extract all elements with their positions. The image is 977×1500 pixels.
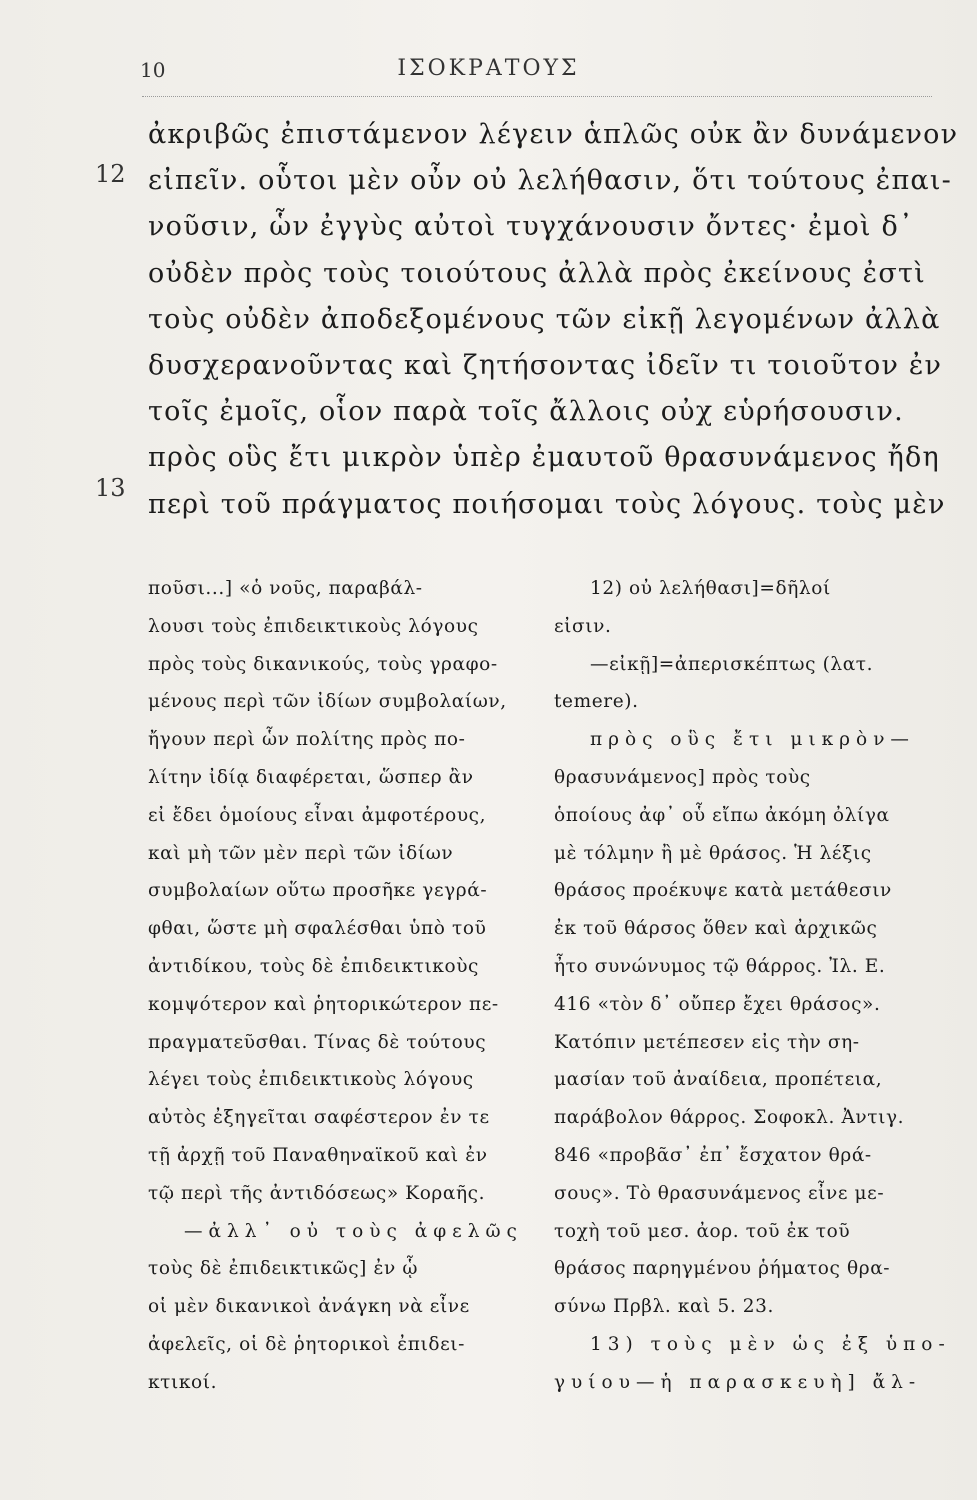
footnote-line: ἀντιδίκου, τοὺς δὲ ἐπιδεικτικοὺς (148, 955, 480, 977)
footnote-line: μένους περὶ τῶν ἰδίων συμβολαίων, (148, 691, 507, 713)
footnote-line: ποῦσι...] «ὁ νοῦς, παραβάλ- (148, 578, 423, 599)
footnote-line: θράσος παρηγμένου ῥήματος θρα- (554, 1258, 891, 1280)
header-rule (142, 96, 932, 97)
footnote-line: ἦτο συνώνυμος τῷ θάρρος. Ἰλ. Ε. (554, 955, 886, 977)
footnote-line: θράσος προέκυψε κατὰ μετάθεσιν (554, 880, 892, 902)
main-text-line: δυσχερανοῦντας καὶ ζητήσοντας ἰδεῖν τι τοιοῦτον ἐν (148, 349, 943, 381)
main-text-line: νοῦσιν, ὧν ἐγγὺς αὐτοὶ τυγχάνουσιν ὄντες· ἐμοὶ δ᾽ (148, 211, 914, 243)
footnote-line: λουσι τοὺς ἐπιδεικτικοὺς λόγους (148, 615, 479, 637)
footnote-line: σύνω Πρβλ. καὶ 5. 23. (554, 1296, 775, 1318)
footnote-line: καὶ μὴ τῶν μὲν περὶ τῶν ἰδίων (148, 842, 454, 864)
footnote-line: μασίαν τοῦ ἀναίδεια, προπέτεια, (554, 1069, 883, 1091)
footnote-line: θρασυνάμενος] πρὸς τοὺς (554, 766, 811, 788)
footnote-line: ὁποίους ἀφ᾽ οὗ εἴπω ἀκόμη ὀλίγα (554, 804, 890, 826)
footnote-line: temere). (554, 691, 639, 713)
footnote-line: —ἀλλ᾽ οὐ τοὺς ἀφελῶς (184, 1220, 523, 1242)
footnote-line: οἱ μὲν δικανικοὶ ἀνάγκη νὰ εἶνε (148, 1296, 470, 1318)
footnote-line: πρὸς οὓς ἔτι μικρὸν— (590, 729, 915, 751)
page-number: 10 (140, 58, 166, 82)
main-text-block (148, 112, 959, 528)
footnote-line: κομψότερον καὶ ῥητορικώτερον πε- (148, 993, 499, 1015)
footnote-line: παράβολον θάρρος. Σοφοκλ. Ἀντιγ. (554, 1107, 905, 1129)
footnotes-right-column (554, 570, 951, 1402)
main-text-line: περὶ τοῦ πράγματος ποιήσομαι τοὺς λόγους. τοὺς μὲν (148, 488, 946, 520)
footnotes-left-column (148, 570, 548, 1402)
footnote-line: σους». Τὸ θρασυνάμενος εἶνε με- (554, 1182, 885, 1204)
main-text-line: εἰπεῖν. οὗτοι μὲν οὖν οὐ λελήθασιν, ὅτι τούτους ἐπαι- (148, 165, 952, 197)
footnote-line: 13) τοὺς μὲν ὡς ἐξ ὑπο- (590, 1333, 951, 1355)
footnote-line: τοὺς δὲ ἐπιδεικτικῶς] ἐν ᾧ (148, 1258, 419, 1280)
footnote-line: ἐκ τοῦ θάρσος ὅθεν καὶ ἀρχικῶς (554, 918, 878, 940)
footnote-line: ἤγουν περὶ ὧν πολίτης πρὸς πο- (148, 729, 466, 751)
footnote-line: πρὸς τοὺς δικανικούς, τοὺς γραφο- (148, 653, 498, 675)
footnote-line: κτικοί. (148, 1371, 218, 1393)
margin-line-number-13: 13 (95, 474, 126, 502)
footnote-line: λέγει τοὺς ἐπιδεικτικοὺς λόγους (148, 1069, 474, 1091)
footnote-line: Κατόπιν μετέπεσεν εἰς τὴν ση- (554, 1031, 860, 1053)
footnote-line: εἰσιν. (554, 615, 612, 637)
footnote-line: ἀφελεῖς, οἱ δὲ ῥητορικοὶ ἐπιδει- (148, 1333, 465, 1355)
footnote-line: τῇ ἀρχῇ τοῦ Παναθηναϊκοῦ καὶ ἐν (148, 1144, 488, 1166)
footnote-line: συμβολαίων οὕτω προσῆκε γεγρά- (148, 880, 488, 902)
footnote-line: γυίου—ἡ παρασκευὴ] ἄλ- (554, 1371, 922, 1393)
margin-line-number-12: 12 (95, 160, 126, 188)
footnote-line: εἰ ἔδει ὁμοίους εἶναι ἀμφοτέρους, (148, 804, 487, 826)
main-text-line: τοὺς οὐδὲν ἀποδεξομένους τῶν εἰκῇ λεγομένων ἀλλὰ (148, 303, 941, 335)
footnote-line: πραγματεῦσθαι. Τίνας δὲ τούτους (148, 1031, 487, 1053)
footnote-line: 12) οὐ λελήθασι]=δῆλοί (590, 578, 831, 599)
main-text-line: ἀκριβῶς ἐπιστάμενον λέγειν ἁπλῶς οὐκ ἂν δυνάμενον (148, 119, 959, 150)
footnote-line: —εἰκῇ]=ἀπερισκέπτως (λατ. (590, 653, 874, 675)
footnote-line: 416 «τὸν δ᾽ οὔπερ ἔχει θράσος». (554, 993, 881, 1015)
main-text-line: πρὸς οὓς ἔτι μικρὸν ὑπὲρ ἐμαυτοῦ θρασυνάμενος ἤδη (148, 442, 940, 474)
footnote-line: φθαι, ὥστε μὴ σφαλέσθαι ὑπὸ τοῦ (148, 918, 487, 940)
footnote-line: λίτην ἰδίᾳ διαφέρεται, ὥσπερ ἂν (148, 766, 474, 788)
footnote-line: αὐτὸς ἐξηγεῖται σαφέστερον ἐν τε (148, 1107, 490, 1129)
running-title: ΙΣΟΚΡΑΤΟΥΣ (397, 56, 580, 81)
footnote-line: τῷ περὶ τῆς ἀντιδόσεως» Κοραῆς. (148, 1182, 486, 1204)
footnote-line: μὲ τόλμην ἢ μὲ θράσος. Ἡ λέξις (554, 842, 872, 864)
footnote-line: 846 «προβᾶσ᾽ ἐπ᾽ ἔσχατον θρά- (554, 1144, 872, 1166)
main-text-line: οὐδὲν πρὸς τοὺς τοιούτους ἀλλὰ πρὸς ἐκείνους ἐστὶ (148, 257, 926, 289)
main-text-line: τοῖς ἐμοῖς, οἷον παρὰ τοῖς ἄλλοις οὐχ εὑρήσουσιν. (148, 396, 904, 428)
footnote-line: τοχὴ τοῦ μεσ. ἀορ. τοῦ ἐκ τοῦ (554, 1220, 851, 1242)
